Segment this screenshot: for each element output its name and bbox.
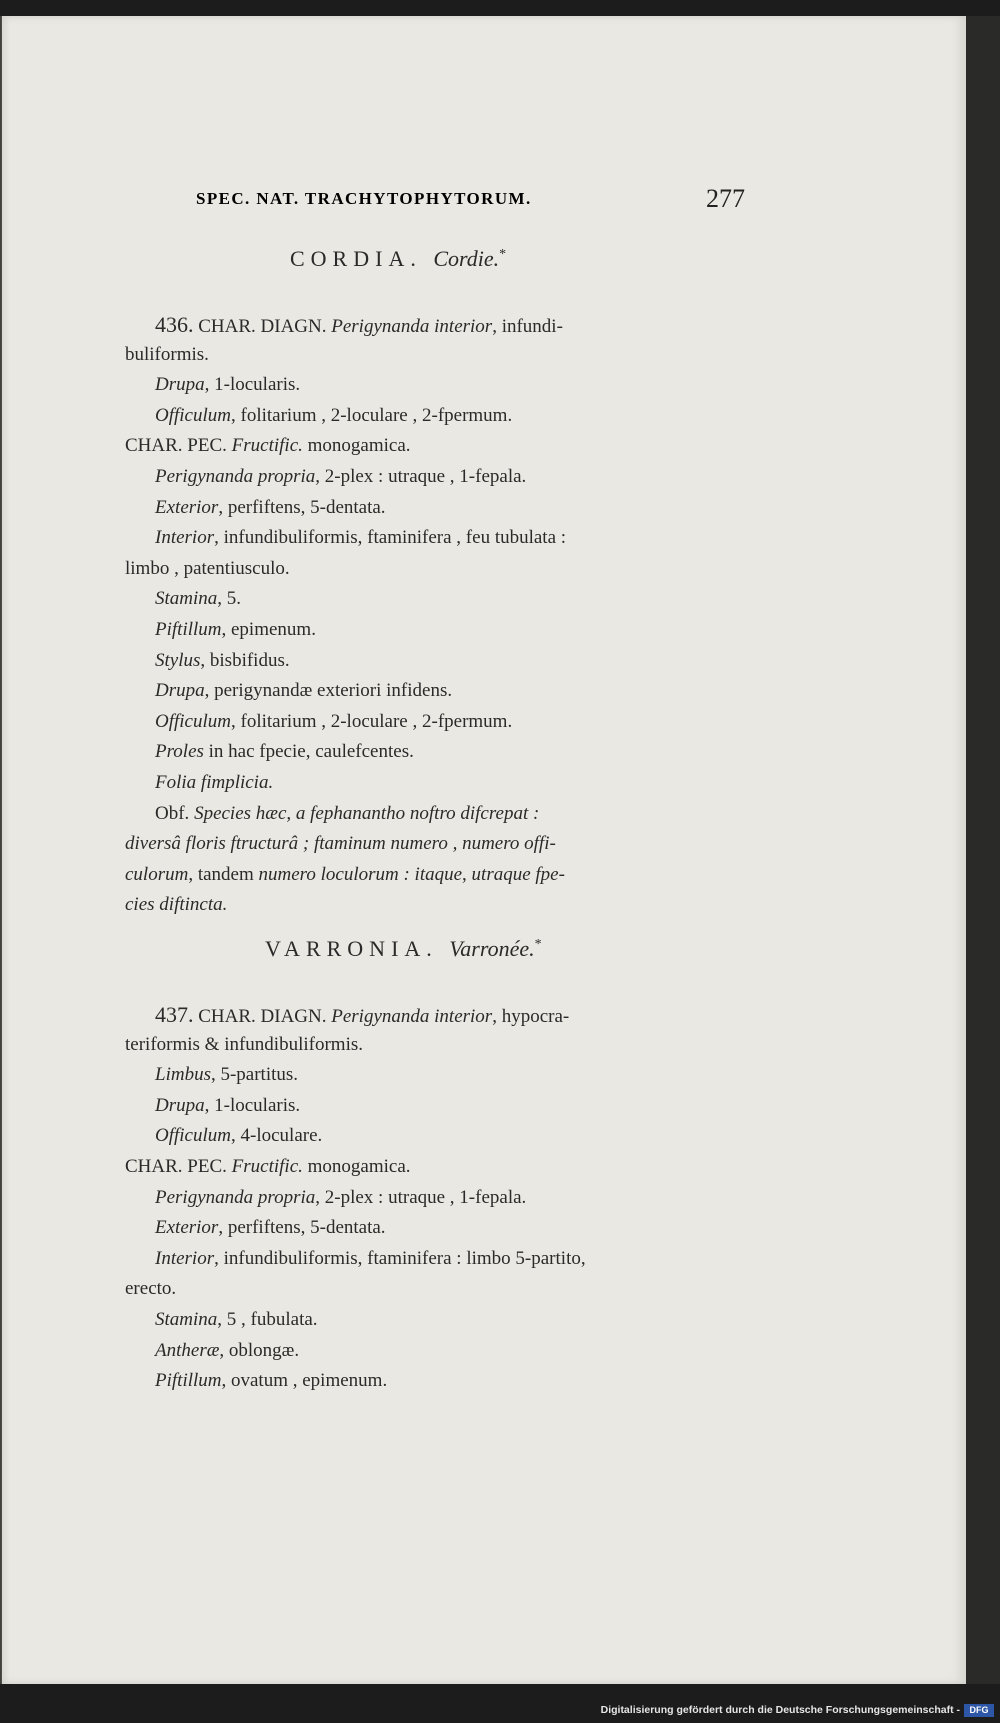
text-rest: , infundibuliformis, ftaminifera , feu tubulata : xyxy=(214,527,567,549)
text-italic: Drupa xyxy=(155,680,205,702)
text-line xyxy=(155,1218,386,1237)
text-line xyxy=(155,589,241,608)
text-caps: CHAR. DIAGN. xyxy=(198,316,327,337)
text-italic: Stamina xyxy=(155,588,218,610)
text-rest: , folitarium , 2-loculare , 2-fpermum. xyxy=(231,710,513,732)
text-italic: Interior xyxy=(155,527,215,549)
text-text: erecto. xyxy=(125,1278,177,1300)
text-italic: Exterior xyxy=(155,496,219,518)
asterisk: * xyxy=(534,937,548,952)
text-italic: Antheræ xyxy=(155,1339,220,1361)
section-title-caps: VARRONIA. xyxy=(265,936,438,961)
text-rest: monogamica. xyxy=(307,1156,411,1177)
section-title xyxy=(265,938,548,960)
text-rest: , 1-locularis. xyxy=(204,1094,301,1116)
text-text: buliformis. xyxy=(125,343,209,365)
text-line xyxy=(155,528,566,547)
text-rest: , perfiftens, 5-dentata. xyxy=(218,1217,386,1239)
digitization-footer xyxy=(0,1700,1000,1723)
text-rest: , 2-plex : utraque , 1-fepala. xyxy=(315,1186,527,1208)
text-line xyxy=(125,895,227,914)
section-title xyxy=(290,248,512,270)
text-rest: , hypocra- xyxy=(492,1006,570,1027)
text-line xyxy=(155,804,539,823)
text-line xyxy=(155,406,512,425)
section-title-italic: Cordie. xyxy=(433,246,500,271)
text-line xyxy=(125,345,209,364)
text-line xyxy=(125,865,565,884)
text-rest: , folitarium , 2-loculare , 2-fpermum. xyxy=(231,404,513,426)
text-italic: Officulum xyxy=(155,1125,231,1147)
text-rest: , 2-plex : utraque , 1-fepala. xyxy=(315,466,527,487)
text-italic: Piftillum xyxy=(155,1370,222,1392)
text-caps: CHAR. PEC. xyxy=(125,1156,227,1177)
text-line xyxy=(155,620,316,639)
text-italic: Folia fimplicia. xyxy=(155,772,274,793)
page-right-edge xyxy=(966,16,1000,1684)
text-italic2: numero loculorum : itaque xyxy=(258,863,463,885)
text-italic: culorum xyxy=(125,863,189,885)
text-text: Obf. xyxy=(155,802,190,824)
text-text: teriformis & infundibuliformis. xyxy=(125,1033,364,1055)
text-italic: Stamina xyxy=(155,1309,218,1330)
text-line xyxy=(155,712,512,731)
text-line xyxy=(155,651,290,670)
text-line xyxy=(155,1371,387,1390)
text-rest: , 5. xyxy=(217,588,242,610)
text-rest: , infundibuliformis, ftaminifera : limbo 5-partito, xyxy=(214,1247,586,1269)
text-italic: Drupa xyxy=(155,374,205,396)
text-caps: CHAR. PEC. xyxy=(125,435,227,457)
text-line xyxy=(155,1126,322,1145)
text-italic: Perigynanda interior xyxy=(331,316,493,337)
text-rest: , oblongæ. xyxy=(219,1339,300,1361)
text-rest: in hac fpecie, caulefcentes. xyxy=(208,741,414,763)
text-italic: Perigynanda propria xyxy=(155,466,316,487)
text-italic: Perigynanda interior xyxy=(331,1006,493,1027)
text-line xyxy=(155,1188,526,1207)
text-line xyxy=(125,559,290,578)
text-rest: , bisbifidus. xyxy=(200,649,290,671)
text-italic: Interior xyxy=(155,1247,215,1269)
text-line xyxy=(155,1310,318,1329)
page-number: 277 xyxy=(706,184,745,213)
text-line xyxy=(155,1096,300,1115)
text-caps: CHAR. DIAGN. xyxy=(198,1006,327,1027)
text-line xyxy=(125,436,411,455)
text-italic: diversâ floris ftructurâ ; ftaminum numero , numero offi- xyxy=(125,833,556,855)
text-italic: Drupa xyxy=(155,1094,205,1116)
text-rest2: , xyxy=(462,863,467,885)
text-italic: Species hæc, a fephanantho noftro difcrepat : xyxy=(194,802,540,824)
text-rest: monogamica. xyxy=(307,435,411,457)
text-line xyxy=(155,681,452,700)
text-rest: , infundi- xyxy=(492,316,563,337)
footer-credit: Digitalisierung gefördert durch die Deutsche Forschungsgemeinschaft - xyxy=(600,1704,960,1716)
text-text: limbo , patentiusculo. xyxy=(125,557,290,579)
text-italic: Fructific. xyxy=(231,435,303,457)
entry-number: 437. xyxy=(155,1002,194,1027)
text-line xyxy=(155,773,273,792)
text-line xyxy=(155,467,526,486)
dfg-logo: DFG xyxy=(964,1704,994,1717)
text-italic3: utraque fpe- xyxy=(471,863,565,885)
text-italic: Officulum xyxy=(155,404,231,426)
text-italic: Piftillum xyxy=(155,619,222,640)
text-line xyxy=(155,1065,298,1084)
text-rest: , ovatum , epimenum. xyxy=(221,1370,388,1392)
text-rest: , epimenum. xyxy=(221,619,316,640)
text-line xyxy=(125,834,556,853)
text-italic: Proles xyxy=(155,741,204,763)
text-italic: Exterior xyxy=(155,1217,219,1239)
text-line xyxy=(155,314,563,336)
text-italic: Fructific. xyxy=(231,1156,303,1177)
text-line xyxy=(125,1035,363,1054)
text-italic: Stylus xyxy=(155,649,201,671)
text-rest: , tandem xyxy=(188,863,254,885)
text-line xyxy=(125,1279,176,1298)
text-line xyxy=(155,1004,569,1026)
text-italic: Officulum xyxy=(155,710,231,732)
text-line xyxy=(155,375,300,394)
text-line xyxy=(155,1249,586,1268)
running-head-text: SPEC. NAT. TRACHYTOPHYTORUM. xyxy=(196,189,532,208)
asterisk: * xyxy=(499,247,513,262)
entry-number: 436. xyxy=(155,312,194,337)
text-line xyxy=(125,1157,411,1176)
text-line xyxy=(155,742,414,761)
text-line xyxy=(155,498,386,517)
section-title-italic: Varronée. xyxy=(449,936,535,961)
text-rest: , 4-loculare. xyxy=(231,1125,323,1147)
text-rest: , 5 , fubulata. xyxy=(217,1309,318,1330)
text-italic: Limbus xyxy=(155,1064,211,1086)
text-rest: , 1-locularis. xyxy=(204,374,301,396)
section-title-caps: CORDIA. xyxy=(290,246,422,271)
text-italic: cies diftincta. xyxy=(125,894,228,916)
text-rest: , perigynandæ exteriori infidens. xyxy=(204,680,453,702)
text-rest: , 5-partitus. xyxy=(210,1064,299,1086)
text-italic: Perigynanda propria xyxy=(155,1186,316,1208)
text-rest: , perfiftens, 5-dentata. xyxy=(218,496,386,518)
text-line xyxy=(155,1341,299,1360)
